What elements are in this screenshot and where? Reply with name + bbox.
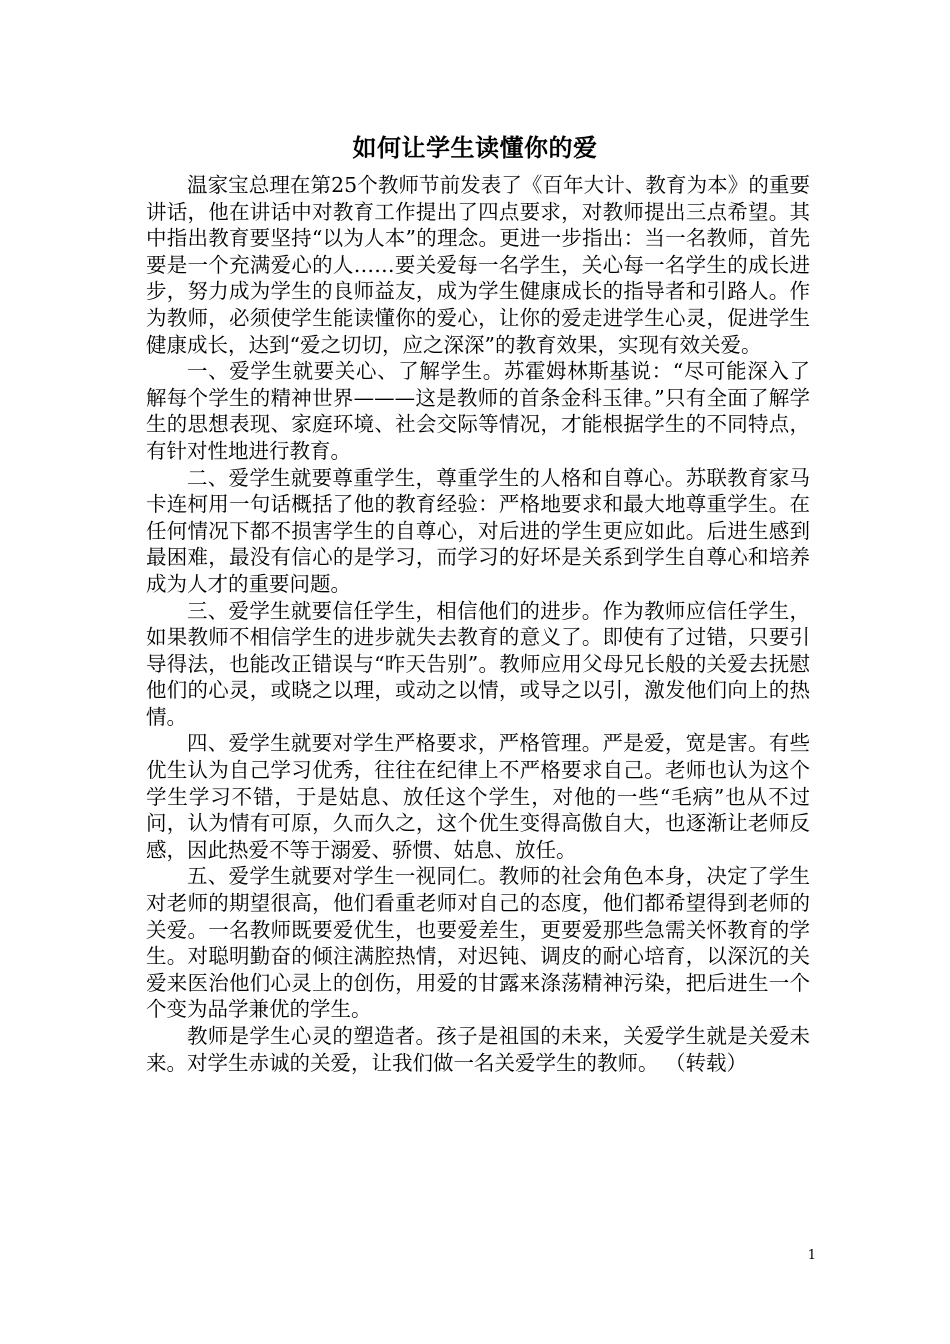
page-number: 1 [807, 1248, 816, 1263]
paragraph-point-1: 一、爱学生就要关心、了解学生。苏霍姆林斯基说：“尽可能深入了解每个学生的精神世界———这是教师的首条金科玉律。”只有全面了解学生的思想表现、家庭环境、社会交际等情况，才能根据学生的不同特点，有针对性地进行教育。 [146, 359, 810, 463]
paragraph-point-4: 四、爱学生就要对学生严格要求，严格管理。严是爱，宽是害。有些优生认为自己学习优秀，往往在纪律上不严格要求自己。老师也认为这个学生学习不错，于是姑息、放任这个学生，对他的一些“毛病”也从不过问，认为情有可原，久而久之，这个优生变得高傲自大，也逐渐让老师反感，因此热爱不等于溺爱、骄惯、姑息、放任。 [146, 731, 810, 862]
document-body [146, 172, 810, 1076]
paragraph-point-2: 二、爱学生就要尊重学生，尊重学生的人格和自尊心。苏联教育家马卡连柯用一句话概括了他的教育经验：严格地要求和最大地尊重学生。在任何情况下都不损害学生的自尊心，对后进的学生更应如此。后进生感到最困难，最没有信心的是学习，而学习的好坏是关系到学生自尊心和培养成为人才的重要问题。 [146, 465, 810, 596]
document-title: 如何让学生读懂你的爱 [352, 133, 598, 162]
paragraph-point-5: 五、爱学生就要对学生一视同仁。教师的社会角色本身，决定了学生对老师的期望很高，他们看重老师对自己的态度，他们都希望得到老师的关爱。一名教师既要爱优生，也要爱差生，更要爱那些急需关怀教育的学生。对聪明勤奋的倾注满腔热情，对迟钝、调皮的耐心培育，以深沉的关爱来医治他们心灵上的创伤，用爱的甘露来涤荡精神污染，把后进生一个个变为品学兼优的学生。 [146, 864, 810, 1022]
paragraph-conclusion: 教师是学生心灵的塑造者。孩子是祖国的未来，关爱学生就是关爱未来。对学生赤诚的关爱，让我们做一名关爱学生的教师。 （转载） [146, 1024, 810, 1075]
paragraph-point-3: 三、爱学生就要信任学生，相信他们的进步。作为教师应信任学生，如果教师不相信学生的进步就失去教育的意义了。即使有了过错，只要引导得法，也能改正错误与“昨天告别”。教师应用父母兄长般的关爱去抚慰他们的心灵，或晓之以理，或动之以情，或导之以引，激发他们向上的热情。 [146, 598, 810, 729]
paragraph-intro: 温家宝总理在第25个教师节前发表了《百年大计、教育为本》的重要讲话，他在讲话中对教育工作提出了四点要求，对教师提出三点希望。其中指出教育要坚持“以为人本”的理念。更进一步指出：当一名教师，首先要是一个充满爱心的人……要关爱每一名学生，关心每一名学生的成长进步，努力成为学生的良师益友，成为学生健康成长的指导者和引路人。作为教师，必须使学生能读懂你的爱心，让你的爱走进学生心灵，促进学生健康成长，达到“爱之切切，应之深深”的教育效果，实现有效关爱。 [146, 173, 810, 357]
